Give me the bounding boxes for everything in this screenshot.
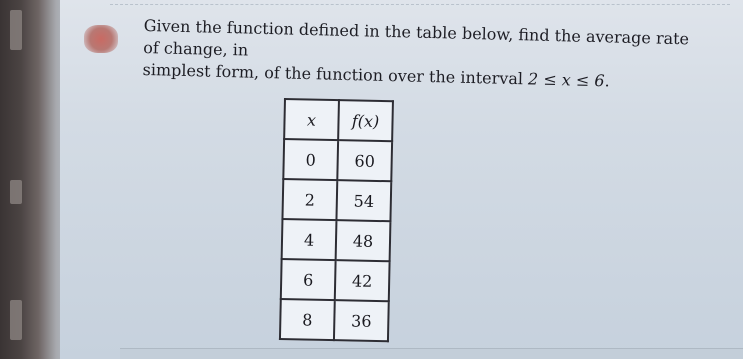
cell-fx: 42	[335, 260, 390, 301]
cell-x: 6	[281, 259, 336, 300]
edge-mark	[10, 180, 22, 204]
cell-x: 2	[282, 179, 337, 220]
function-table-container	[279, 98, 394, 342]
table-row	[283, 139, 392, 181]
question-line-1: Given the function defined in the table below, find the average rate of change, in	[142, 15, 690, 60]
edge-mark	[10, 10, 22, 50]
table-row	[282, 179, 391, 221]
question-text	[142, 15, 703, 95]
edge-mark	[10, 300, 22, 340]
cell-x: 4	[282, 219, 337, 260]
table-row	[282, 219, 391, 261]
cell-fx: 54	[336, 180, 391, 221]
header-x: x	[284, 99, 339, 140]
header-fx: f(x)	[338, 100, 393, 141]
cell-fx: 36	[334, 300, 389, 341]
glare-spot	[84, 25, 118, 53]
question-line-2-text: simplest form, of the function over the interval	[142, 59, 529, 89]
cell-fx: 60	[337, 140, 392, 181]
divider	[110, 4, 730, 5]
cell-fx: 48	[336, 220, 391, 261]
table-row	[281, 259, 390, 301]
function-table	[279, 98, 394, 342]
cell-x: 0	[283, 139, 338, 180]
question-line-2-end: .	[604, 71, 610, 91]
cell-x: 8	[280, 299, 335, 340]
interval-expression: 2 ≤ x ≤ 6	[527, 69, 605, 91]
table-header-row	[284, 99, 393, 141]
answer-area-edge	[120, 348, 743, 359]
table-row	[280, 299, 389, 341]
